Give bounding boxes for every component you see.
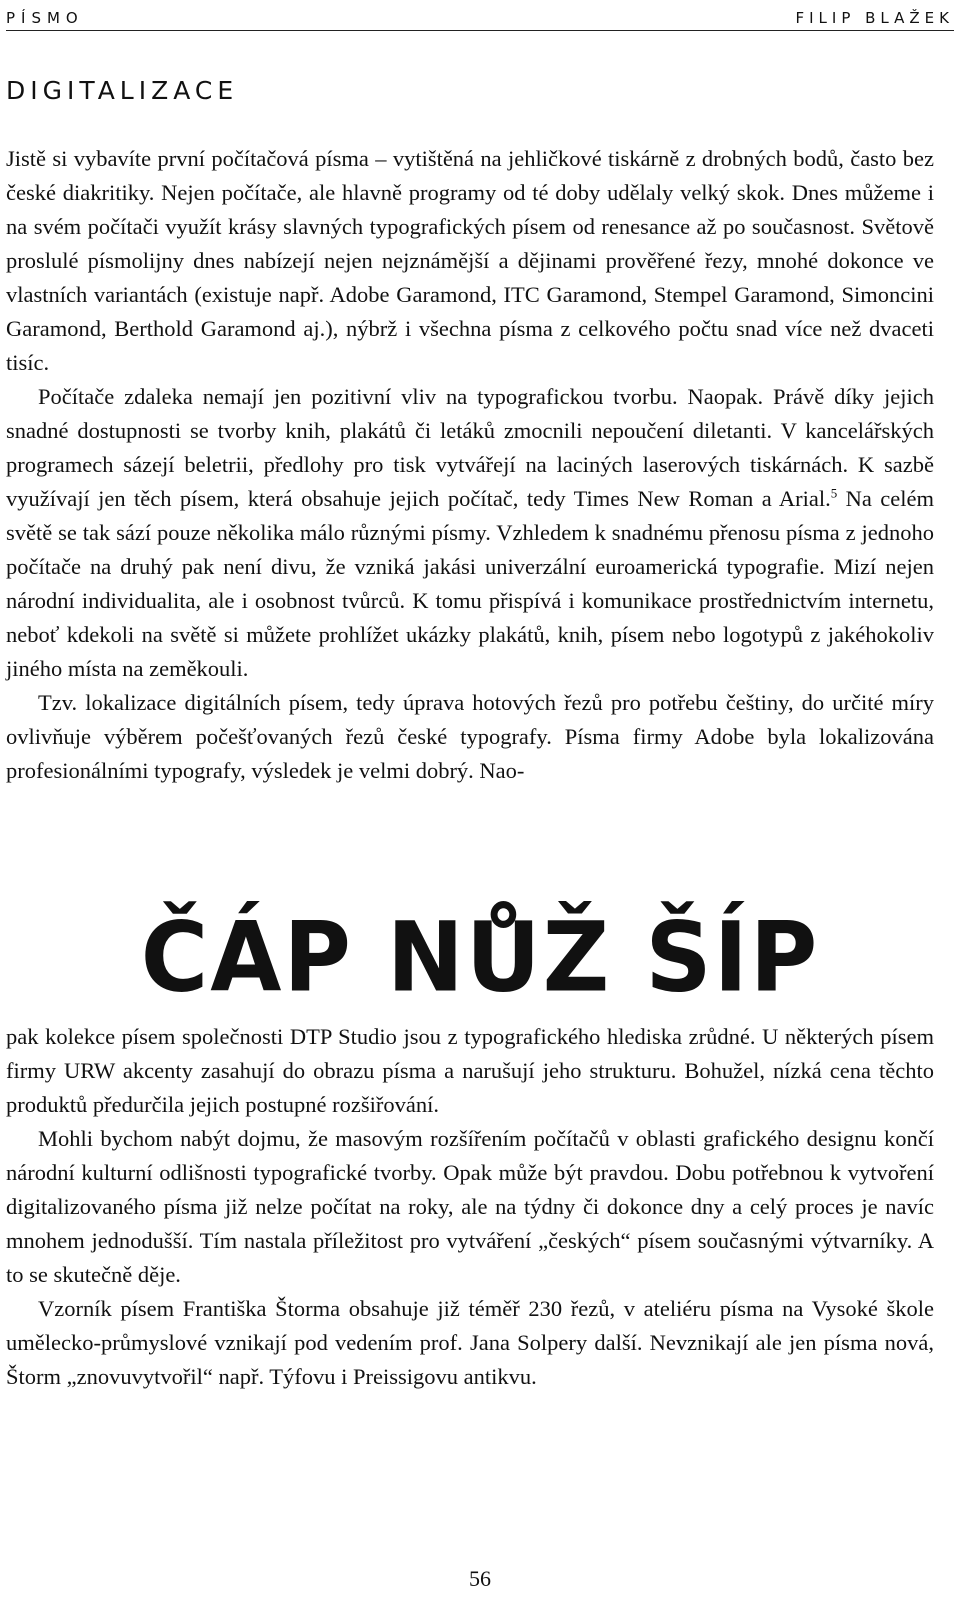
paragraph: Tzv. lokalizace digitálních písem, tedy úprava hotových řezů pro potřebu češtiny, do určité míry ovlivňuje výběrem počešťovaných řezů české typografy. Písma firmy Adobe byla lokalizována profesionálními typografy, výsledek je velmi dobrý. Nao- xyxy=(6,690,934,783)
paragraph: Mohli bychom nabýt dojmu, že masovým rozšířením počítačů v oblasti grafického designu končí národní kulturní odlišnosti typografické tvorby. Opak může být pravdou. Dobu potřebnou k vytvoření digitalizovaného písma již nelze počítat na roky, ale na týdny či dokonce dny a celý proces je navíc mnohem jednodušší. Tím nastala příležitost pro vytváření „českých“ písem současnými výtvarníky. A to se skutečně děje. xyxy=(6,1126,934,1287)
footnote-reference[interactable]: 5 xyxy=(830,485,838,501)
running-head-author: FILIP BLAŽEK xyxy=(795,9,954,27)
body-text-top xyxy=(6,142,934,788)
body-text-bottom xyxy=(6,1020,934,1394)
paragraph-text: Na celém světě se tak sází pouze několika málo různými písmy. Vzhledem k snadnému přenosu písma z jednoho počítače na druhý pak není divu, že vzniká jakási univerzální euroamerická typografie. Mizí nejen národní individualita, ale i osobnost tvůrců. K tomu přispívá i komunikace prostřednictvím internetu, neboť kdekoli na světě si můžete prohlížet ukázky plakátů, knih, písem nebo logotypů z jakéhokoliv jiného místa na zeměkouli. xyxy=(6,486,934,681)
paragraph xyxy=(6,380,934,686)
paragraph: pak kolekce písem společnosti DTP Studio jsou z typografického hlediska zrůdné. U některých písem firmy URW akcenty zasahují do obrazu písma a narušují jeho strukturu. Bohužel, nízká cena těchto produktů předurčila jejich postupné rozšiřování. xyxy=(6,1024,934,1117)
running-head-book-title: PÍSMO xyxy=(6,9,84,27)
font-specimen: ČÁP NŮŽ ŠÍP xyxy=(140,901,820,1014)
running-head xyxy=(6,6,954,31)
paragraph: Jistě si vybavíte první počítačová písma – vytištěná na jehličkové tiskárně z drobných bodů, často bez české diakritiky. Nejen počítače, ale hlavně programy od té doby udělaly velký skok. Dnes můžeme i na svém počítači využít krásy slavných typografických písem od renesance až po současnost. Světově proslulé písmolijny dnes nabízejí nejen nejznámější a dějinami prověřené řezy, mnohé dokonce ve vlastních variantách (existuje např. Adobe Garamond, ITC Garamond, Stempel Garamond, Simoncini Garamond, Berthold Garamond aj.), nýbrž i všechna písma z celkového počtu snad více než dvaceti tisíc. xyxy=(6,146,934,375)
paragraph: Vzorník písem Františka Štorma obsahuje již téměř 230 řezů, v ateliéru písma na Vysoké škole umělecko-průmyslové vznikají pod vedením prof. Jana Solpery další. Nevznikají ale jen písma nová, Štorm „znovuvytvořil“ např. Týfovu i Preissigovu antikvu. xyxy=(6,1296,934,1389)
section-title: DIGITALIZACE xyxy=(6,76,239,105)
paragraph-text: Počítače zdaleka nemají jen pozitivní vliv na typografickou tvorbu. Naopak. Právě díky jejich snadné dostupnosti se tvorby knih, plakátů či letáků zmocnili nepoučení diletanti. V kancelářských programech sázejí beletrii, předlohy pro tisk vytvářejí na laciných laserových tiskárnách. K sazbě využívají jen těch písem, která obsahuje jejich počítač, tedy Times New Roman a Arial. xyxy=(6,384,934,511)
page-number: 56 xyxy=(469,1566,491,1591)
